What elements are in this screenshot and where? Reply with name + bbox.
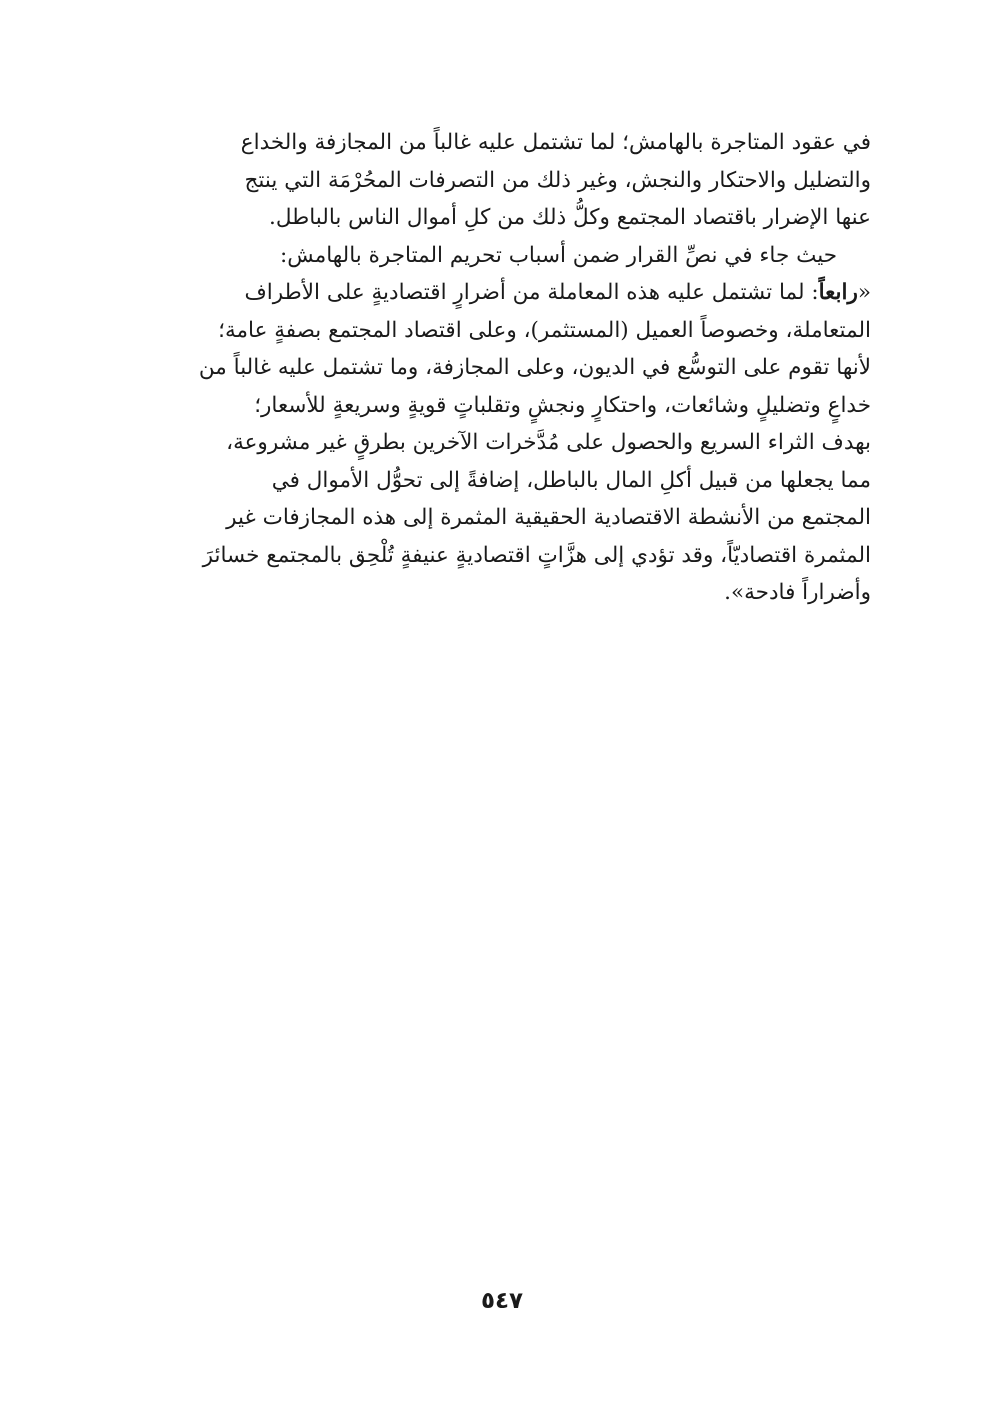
text-line: عنها الإضرار باقتصاد المجتمع وكلُّ ذلك من كلِ أموال الناس بالباطل.: [269, 205, 871, 230]
text-line: المجتمع من الأنشطة الاقتصادية الحقيقية المثمرة إلى هذه المجازفات غير: [226, 505, 871, 530]
text-line: بهدف الثراء السريع والحصول على مُدَّخرات الآخرين بطرقٍ غير مشروعة،: [226, 430, 871, 455]
quote-first-line: [129, 274, 871, 312]
text-line: مما يجعلها من قبيل أكلِ المال بالباطل، إضافةً إلى تحوُّل الأموال في: [271, 467, 871, 493]
text-line: المتعاملة، وخصوصاً العميل (المستثمر)، وعلى اقتصاد المجتمع بصفةٍ عامة؛: [218, 317, 871, 343]
text-line: وأضراراً فادحة».: [724, 580, 871, 605]
paragraph-intro: حيث جاء في نصِّ القرار ضمن أسباب تحريم المتاجرة بالهامش:: [280, 242, 837, 268]
text-line: والتضليل والاحتكار والنجش، وغير ذلك من التصرفات المحُرْمَة التي ينتج: [244, 167, 871, 193]
text-line: المثمرة اقتصاديّاً، وقد تؤدي إلى هزَّاتٍ اقتصاديةٍ عنيفةٍ تُلْحِق بالمجتمع خسائرَ: [202, 542, 871, 568]
text-line: لأنها تقوم على التوسُّع في الديون، وعلى المجازفة، وما تشتمل عليه غالباً من: [198, 355, 871, 380]
quote-open-mark: «: [857, 280, 871, 305]
quote-first-line-rest: : لما تشتمل عليه هذه المعاملة من أضرارٍ اقتصاديةٍ على الأطراف: [244, 280, 819, 305]
page-number: ٥٤٧: [480, 1288, 524, 1314]
text-line: في عقود المتاجرة بالهامش؛ لما تشتمل عليه غالباً من المجازفة والخداع: [240, 130, 871, 155]
body-text: [129, 124, 871, 612]
text-line: خداعٍ وتضليلٍ وشائعات، واحتكارٍ ونجشٍ وتقلباتٍ قويةٍ وسريعةٍ للأسعار؛: [254, 392, 871, 418]
bold-label: رابعاً: [818, 280, 858, 305]
